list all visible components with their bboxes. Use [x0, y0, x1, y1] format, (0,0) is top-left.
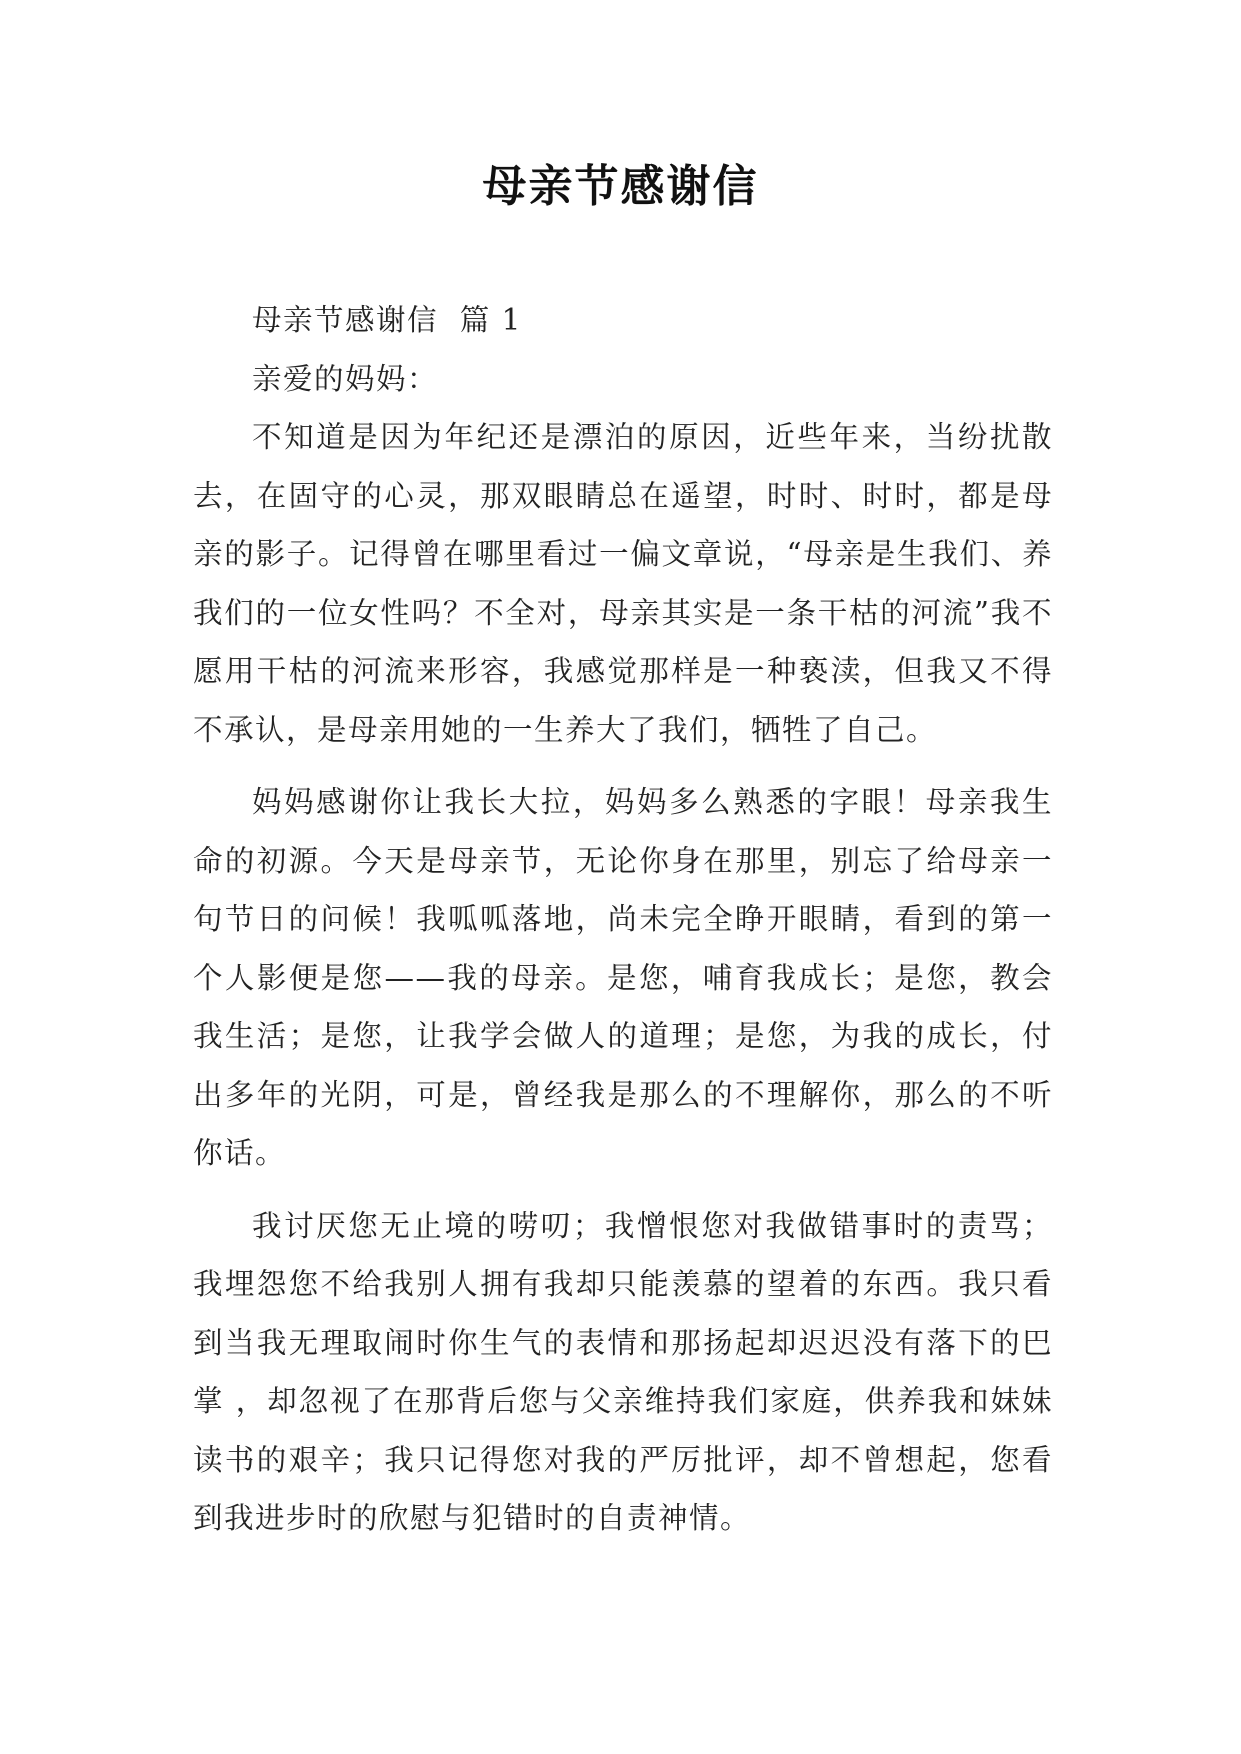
document-body	[193, 291, 1053, 1548]
paragraph-1: 不知道是因为年纪还是漂泊的原因，近些年来，当纷扰散去，在固守的心灵，那双眼睛总在遥望，时时、时时，都是母亲的影子。记得曾在哪里看过一偏文章说，“母亲是生我们、养我们的一位女性吗？不全对，母亲其实是一条干枯的河流”我不愿用干枯的河流来形容，我感觉那样是一种亵渎，但我又不得不承认，是母亲用她的一生养大了我们，牺牲了自己。	[193, 420, 1053, 747]
paragraph-2: 妈妈感谢你让我长大拉，妈妈多么熟悉的字眼！母亲我生命的初源。今天是母亲节，无论你身在那里，别忘了给母亲一句节日的问候！我呱呱落地，尚未完全睁开眼睛，看到的第一个人影便是您——我的母亲。是您，哺育我成长；是您，教会我生活；是您，让我学会做人的道理；是您，为我的成长，付出多年的光阴，可是，曾经我是那么的不理解你，那么的不听你话。	[193, 785, 1053, 1170]
document-title: 母亲节感谢信	[482, 161, 759, 212]
salutation: 亲爱的妈妈：	[252, 361, 439, 396]
section-heading: 母亲节感谢信 篇 1	[252, 303, 522, 337]
paragraph-3: 我讨厌您无止境的唠叨；我憎恨您对我做错事时的责骂；我埋怨您不给我别人拥有我却只能羡慕的望着的东西。我只看到当我无理取闹时你生气的表情和那扬起却迟迟没有落下的巴掌 ，却忽视了在那背后您与父亲维持我们家庭，供养我和妹妹读书的艰辛；我只记得您对我的严厉批评，却不曾想起，您看到我进步时的欣慰与犯错时的自责神情。	[193, 1208, 1053, 1535]
